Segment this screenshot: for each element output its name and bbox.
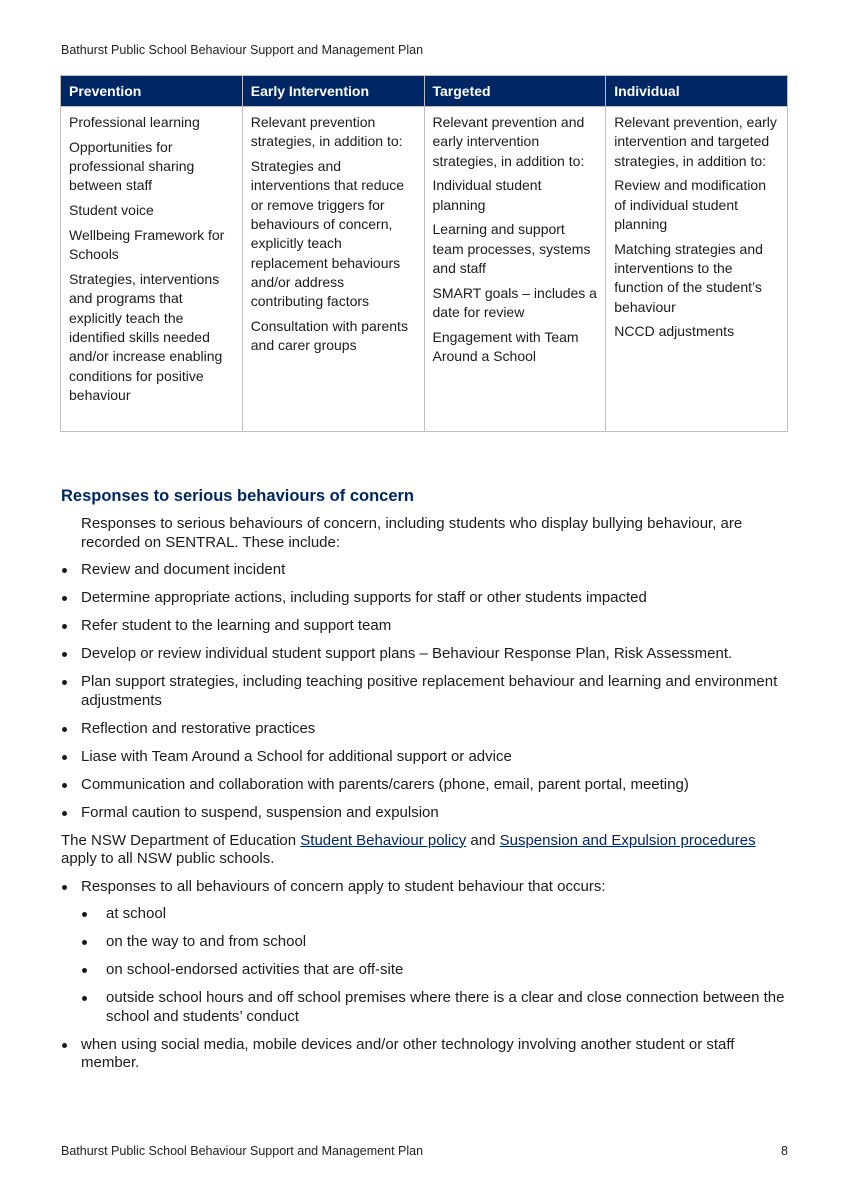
cell-item: Strategies and interventions that reduce or remove triggers for behaviours of concern, explicitly teach replacement behaviours and/or address contributing factors bbox=[250, 158, 405, 310]
cell-item: Matching strategies and interventions to the function of the student’s behaviour bbox=[614, 240, 763, 315]
scope-intro: Responses to all behaviours of concern apply to student behaviour that occurs: bbox=[81, 877, 606, 895]
sublist-item: at school bbox=[81, 905, 791, 924]
column-header-targeted: Targeted bbox=[424, 76, 606, 107]
response-list bbox=[61, 561, 791, 822]
sublist-item: outside school hours and off school premises where there is a clear and close connection between the school and students’ conduct bbox=[81, 989, 791, 1026]
page-number: 8 bbox=[781, 1144, 788, 1158]
cell-item: Relevant prevention and early intervention strategies, in addition to: bbox=[432, 114, 585, 169]
list-item: Plan support strategies, including teaching positive replacement behaviour and learning and environment adjustments bbox=[61, 673, 791, 710]
cell-item: Student voice bbox=[69, 202, 154, 219]
table-header-row bbox=[61, 76, 788, 107]
column-header-individual: Individual bbox=[606, 76, 788, 107]
policy-paragraph bbox=[61, 832, 791, 869]
policy-text-suffix: apply to all NSW public schools. bbox=[61, 850, 275, 867]
scope-list bbox=[61, 878, 791, 1073]
cell-item: Review and modification of individual student planning bbox=[614, 177, 766, 232]
cell-item: NCCD adjustments bbox=[614, 323, 735, 340]
section-body bbox=[61, 515, 791, 1082]
footer-title: Bathurst Public School Behaviour Support and Management Plan bbox=[61, 1144, 424, 1158]
list-item: Formal caution to suspend, suspension and expulsion bbox=[61, 804, 791, 823]
cell-item: Relevant prevention, early intervention and targeted strategies, in addition to: bbox=[614, 114, 777, 169]
list-item: when using social media, mobile devices and/or other technology involving another student or staff member. bbox=[61, 1036, 791, 1073]
suspension-expulsion-procedures-link[interactable]: Suspension and Expulsion procedures bbox=[499, 831, 756, 849]
cell-item: Professional learning bbox=[69, 114, 200, 130]
section-heading: Responses to serious behaviours of concern bbox=[61, 487, 415, 505]
table-row bbox=[61, 107, 788, 432]
list-item: Liase with Team Around a School for additional support or advice bbox=[61, 748, 791, 767]
cell-item: Wellbeing Framework for Schools bbox=[69, 226, 225, 263]
list-item: Review and document incident bbox=[61, 561, 791, 580]
list-item: Communication and collaboration with parents/carers (phone, email, parent portal, meeting) bbox=[61, 776, 791, 795]
cell-item: Relevant prevention strategies, in addition to: bbox=[250, 114, 403, 150]
page-footer bbox=[61, 1144, 788, 1158]
page-header: Bathurst Public School Behaviour Support and Management Plan bbox=[61, 43, 424, 57]
cell-item: SMART goals – includes a date for review bbox=[432, 284, 597, 321]
cell-item: Strategies, interventions and programs that explicitly teach the identified skills needed and/or increase enabling conditions for positive behaviour bbox=[69, 271, 223, 403]
cell-item: Consultation with parents and carer groups bbox=[250, 317, 408, 354]
student-behaviour-policy-link[interactable]: Student Behaviour policy bbox=[300, 831, 467, 849]
list-item: Develop or review individual student support plans – Behaviour Response Plan, Risk Assessment. bbox=[61, 645, 791, 664]
sublist-item: on the way to and from school bbox=[81, 933, 791, 952]
list-item: Determine appropriate actions, including supports for staff or other students impacted bbox=[61, 589, 791, 608]
column-header-early-intervention: Early Intervention bbox=[242, 76, 424, 107]
intro-paragraph: Responses to serious behaviours of concern, including students who display bullying behaviour, are recorded on SENTRAL. These include: bbox=[81, 515, 743, 551]
targeted-cell bbox=[424, 107, 606, 432]
behaviour-strategy-table bbox=[60, 75, 788, 432]
policy-text-prefix: The NSW Department of Education bbox=[61, 831, 301, 849]
prevention-cell bbox=[61, 107, 243, 432]
column-header-prevention: Prevention bbox=[61, 76, 243, 107]
cell-item: Individual student planning bbox=[432, 177, 542, 213]
scope-sublist bbox=[81, 905, 791, 1026]
early-intervention-cell bbox=[242, 107, 424, 432]
list-item bbox=[61, 878, 791, 1027]
cell-item: Learning and support team processes, systems and staff bbox=[432, 221, 591, 277]
individual-cell bbox=[606, 107, 788, 432]
cell-item: Engagement with Team Around a School bbox=[432, 328, 579, 365]
list-item: Refer student to the learning and support team bbox=[61, 617, 791, 636]
cell-item: Opportunities for professional sharing between staff bbox=[69, 138, 195, 194]
sublist-item: on school-endorsed activities that are off-site bbox=[81, 961, 791, 980]
list-item: Reflection and restorative practices bbox=[61, 720, 791, 739]
policy-text-middle: and bbox=[466, 831, 500, 849]
